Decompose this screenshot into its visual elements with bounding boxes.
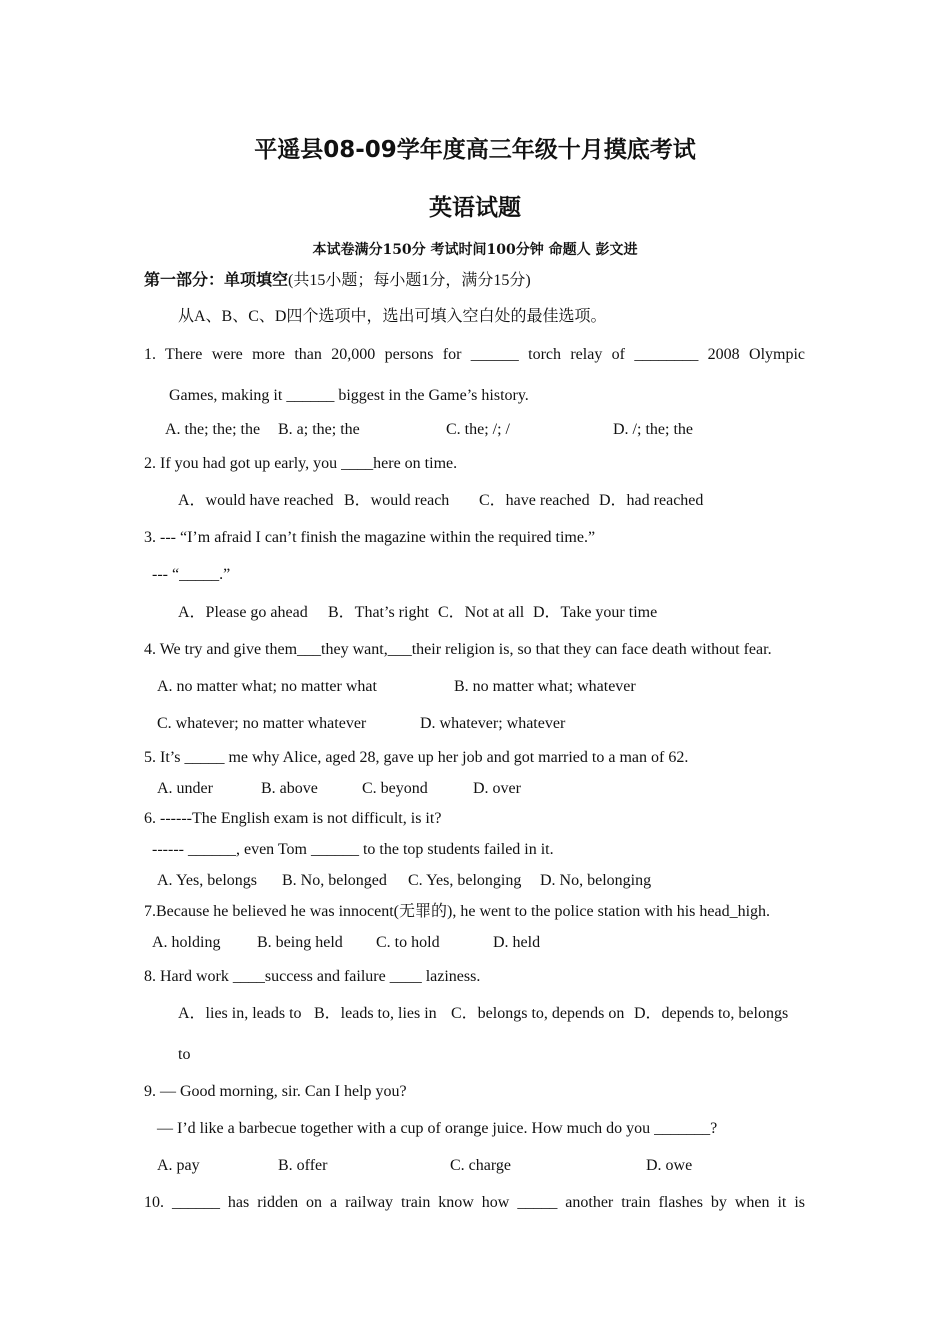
- q7-option-d: D. held: [493, 934, 541, 951]
- q9-option-b: B. offer: [278, 1157, 328, 1174]
- q5-stem: 5. It’s _____ me why Alice, aged 28, gave up her job and got married to a man of 62.: [144, 749, 689, 766]
- q9-option-a: A. pay: [157, 1157, 200, 1174]
- q2-option-a: A．would have reached: [178, 492, 334, 509]
- q8-option-d-continued: to: [178, 1046, 191, 1063]
- exam-subtitle: 英语试题: [429, 195, 521, 221]
- q3-option-c: C．Not at all: [438, 604, 525, 621]
- q9-reply: — I’d like a barbecue together with a cup of orange juice. How much do you _______?: [157, 1120, 718, 1137]
- q5-option-a: A. under: [157, 780, 213, 797]
- section-note: (共15小题；每小题1分，满分15分): [288, 272, 531, 289]
- q8-stem: 8. Hard work ____success and failure ____ laziness.: [144, 968, 481, 985]
- q1-option-a: A. the; the; the: [165, 421, 261, 438]
- q8-option-a: A．lies in, leads to: [178, 1005, 302, 1022]
- q3-stem: 3. --- “I’m afraid I can’t finish the magazine within the required time.”: [144, 529, 596, 546]
- q2-option-c: C．have reached: [479, 492, 590, 509]
- q6-reply: ------ ______, even Tom ______ to the top students failed in it.: [152, 841, 554, 858]
- q6-option-c: C. Yes, belonging: [408, 872, 522, 889]
- q6-option-d: D. No, belonging: [540, 872, 652, 889]
- q4-option-a: A. no matter what; no matter what: [157, 678, 377, 695]
- q9-option-c: C. charge: [450, 1157, 512, 1174]
- q8-option-b: B．leads to, lies in: [314, 1005, 437, 1022]
- q7-option-a: A. holding: [152, 934, 221, 951]
- q2-option-b: B．would reach: [344, 492, 450, 509]
- q5-option-c: C. beyond: [362, 780, 428, 797]
- q3-option-b: B．That’s right: [328, 604, 429, 621]
- q7-option-b: B. being held: [257, 934, 343, 951]
- q4-option-c: C. whatever; no matter whatever: [157, 715, 367, 732]
- q6-option-a: A. Yes, belongs: [157, 872, 258, 889]
- section-instruction: 从A、B、C、D四个选项中，选出可填入空白处的最佳选项。: [178, 308, 607, 325]
- q3-reply: --- “_____.”: [152, 566, 231, 583]
- q7-stem: 7.Because he believed he was innocent(无罪的), he went to the police station with his head_high.: [144, 903, 771, 920]
- q3-option-a: A．Please go ahead: [178, 604, 308, 621]
- q10-stem-line1: 10. ______ has ridden on a railway train know how _____ another train flashes by when it is: [144, 1194, 805, 1211]
- q5-option-b: B. above: [261, 780, 318, 797]
- section-header: [144, 270, 531, 291]
- q3-option-d: D．Take your time: [533, 604, 658, 621]
- q9-stem: 9. — Good morning, sir. Can I help you?: [144, 1083, 407, 1100]
- q1-stem-line1: 1. There were more than 20,000 persons for ______ torch relay of ________ 2008 Olympic: [144, 346, 805, 363]
- q7-option-c: C. to hold: [376, 934, 440, 951]
- section-heading: 第一部分：单项填空: [144, 270, 289, 289]
- q2-stem: 2. If you had got up early, you ____here on time.: [144, 455, 458, 472]
- q4-option-d: D. whatever; whatever: [420, 715, 566, 732]
- exam-title: 平遥县08-09学年度高三年级十月摸底考试: [254, 137, 696, 163]
- q8-option-c: C．belongs to, depends on: [451, 1005, 625, 1022]
- q1-option-b: B. a; the; the: [278, 421, 360, 438]
- q9-option-d: D. owe: [646, 1157, 693, 1174]
- q1-option-d: D. /; the; the: [613, 421, 693, 438]
- q6-option-b: B. No, belonged: [282, 872, 387, 889]
- q5-option-d: D. over: [473, 780, 521, 797]
- q2-option-d: D．had reached: [599, 492, 704, 509]
- q4-stem: 4. We try and give them___they want,___their religion is, so that they can face death without fear.: [144, 641, 772, 658]
- q1-stem-line2: Games, making it ______ biggest in the Game’s history.: [169, 387, 529, 404]
- q8-option-d: D．depends to, belongs: [634, 1005, 789, 1022]
- q1-option-c: C. the; /; /: [446, 421, 510, 438]
- exam-meta: 本试卷满分150分 考试时间100分钟 命题人 彭文进: [312, 242, 638, 258]
- q6-stem: 6. ------The English exam is not difficult, is it?: [144, 810, 442, 827]
- q4-option-b: B. no matter what; whatever: [454, 678, 636, 695]
